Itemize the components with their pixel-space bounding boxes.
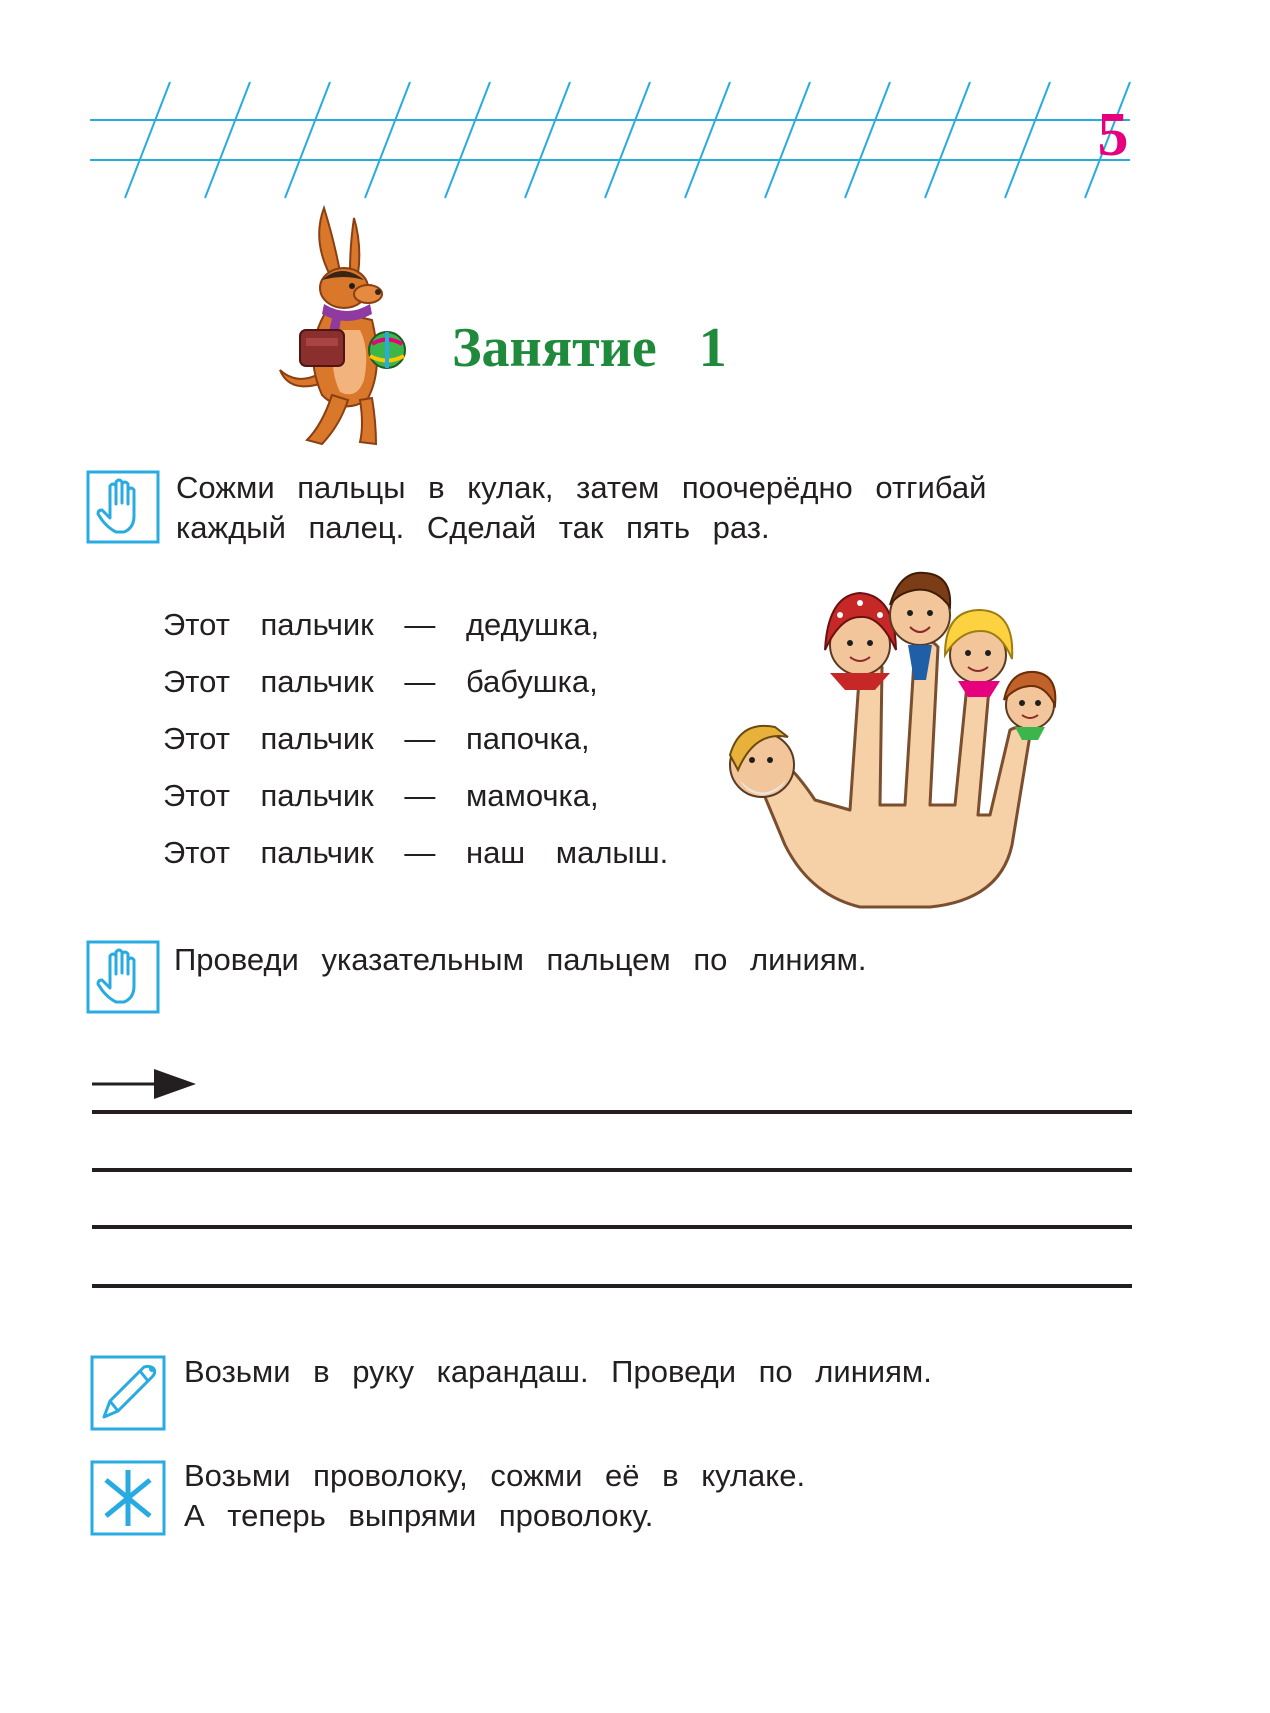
task-wire-text [184, 1456, 805, 1536]
poem-line: Этот пальчик — мамочка, [163, 778, 599, 813]
poem-line: Этот пальчик — дедушка, [163, 607, 600, 642]
lesson-title [452, 308, 727, 388]
task-fist-text [176, 468, 1130, 548]
finger-family-illustration [700, 555, 1110, 910]
poem-line: Этот пальчик — наш малыш. [163, 835, 669, 870]
task-pencil-trace-text: Возьми в руку карандаш. Проведи по линиям. [184, 1354, 932, 1389]
task-wire-line: Возьми проволоку, сожми её в кулаке. [184, 1458, 806, 1493]
header-ruling [0, 0, 1270, 200]
lesson-title-number: 1 [698, 317, 727, 379]
hand-icon [86, 940, 160, 1014]
page-number: 5 [1097, 101, 1129, 169]
task-finger-trace-text: Проведи указательным пальцем по линиям. [174, 942, 867, 977]
poem-line: Этот пальчик — папочка, [163, 721, 590, 756]
kangaroo-illustration [272, 200, 447, 450]
pencil-icon [90, 1355, 164, 1429]
tracing-lines [0, 1060, 1270, 1290]
task-fist-line: каждый палец. Сделай так пять раз. [176, 510, 770, 545]
poem-line: Этот пальчик — бабушка, [163, 664, 598, 699]
task-fist-line: Сожми пальцы в кулак, затем поочерёдно отгибай [176, 470, 987, 505]
task-wire-line: А теперь выпрями проволоку. [184, 1498, 654, 1533]
asterisk-icon [90, 1460, 164, 1534]
lesson-title-word: Занятие [452, 317, 657, 379]
hand-icon [86, 470, 160, 544]
finger-poem [163, 596, 668, 881]
